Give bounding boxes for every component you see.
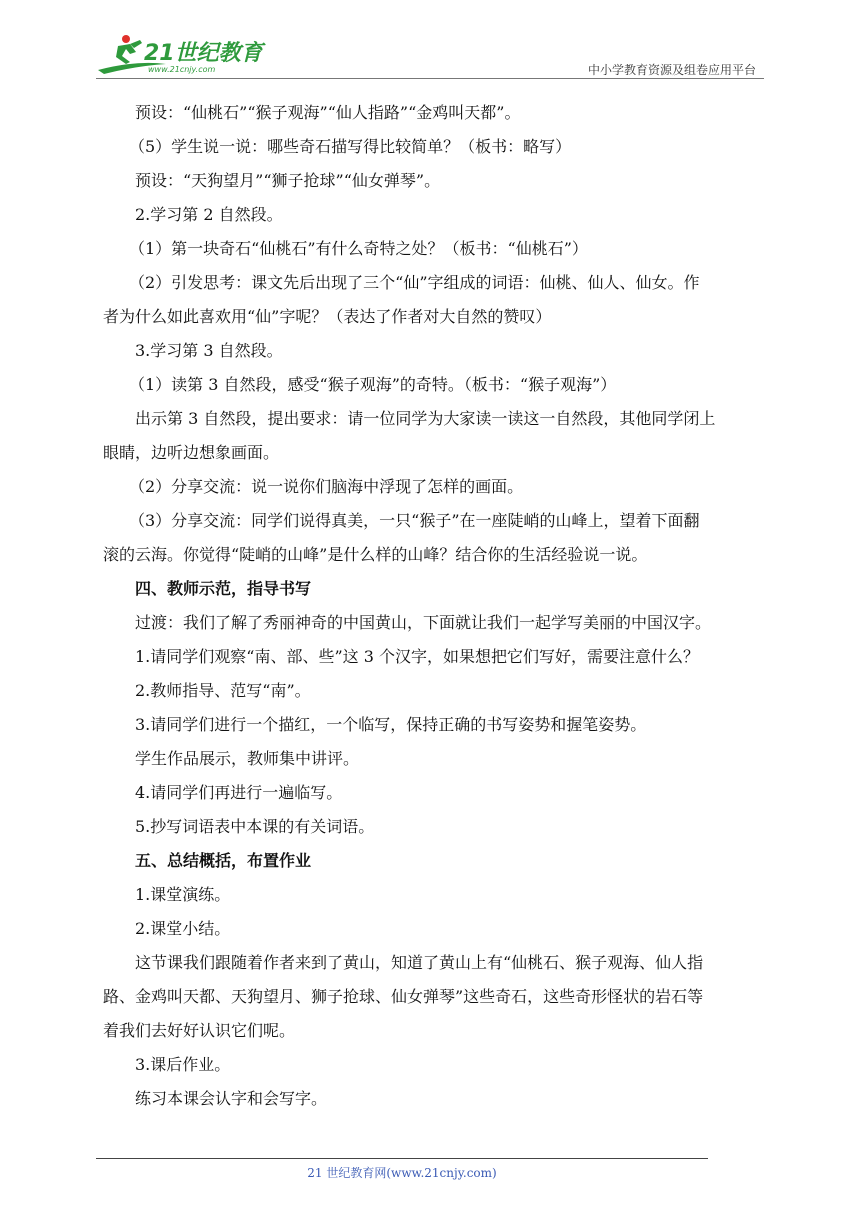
paragraph-line: 3.学习第 3 自然段。: [135, 341, 283, 360]
svg-text:www.21cnjy.com: www.21cnjy.com: [148, 65, 216, 74]
logo-21cnjy: [96, 30, 266, 76]
paragraph-line: 学生作品展示，教师集中讲评。: [135, 749, 360, 768]
paragraph-line: 1.请同学们观察“南、部、些”这 3 个汉字，如果想把它们写好，需要注意什么？: [135, 647, 699, 666]
paragraph-line: 过渡：我们了解了秀丽神奇的中国黄山，下面就让我们一起学写美丽的中国汉字。: [135, 613, 712, 632]
document-body: [103, 96, 763, 1116]
paragraph-line: 5.抄写词语表中本课的有关词语。: [135, 817, 375, 836]
paragraph-line: （1）读第 3 自然段，感受“猴子观海”的奇特。（板书：“猴子观海”）: [129, 375, 617, 394]
paragraph-line: 预设：“仙桃石”“猴子观海”“仙人指路”“金鸡叫天都”。: [135, 103, 521, 122]
paragraph-line: （3）分享交流：同学们说得真美，一只“猴子”在一座陡峭的山峰上，望着下面翻: [129, 511, 700, 530]
paragraph-line: 2.课堂小结。: [135, 919, 231, 938]
paragraph-line: 着我们去好好认识它们呢。: [103, 1021, 296, 1040]
paragraph-line: 者为什么如此喜欢用“仙”字呢？（表达了作者对大自然的赞叹）: [103, 307, 552, 326]
section-heading: 五、总结概括，布置作业: [135, 851, 312, 870]
header-divider: [96, 78, 764, 79]
paragraph-line: 路、金鸡叫天都、天狗望月、狮子抢球、仙女弹琴”这些奇石，这些奇形怪状的岩石等: [103, 987, 704, 1006]
paragraph-line: （5）学生说一说：哪些奇石描写得比较简单？（板书：略写）: [129, 137, 572, 156]
section-heading: 四、教师示范，指导书写: [135, 579, 312, 598]
paragraph-line: 1.课堂演练。: [135, 885, 231, 904]
svg-text:21世纪教育: 21世纪教育: [144, 41, 263, 66]
paragraph-line: 4.请同学们再进行一遍临写。: [135, 783, 343, 802]
paragraph-line: （1）第一块奇石“仙桃石”有什么奇特之处？（板书：“仙桃石”）: [129, 239, 588, 258]
paragraph-line: 2.教师指导、范写“南”。: [135, 681, 311, 700]
paragraph-line: （2）引发思考：课文先后出现了三个“仙”字组成的词语：仙桃、仙人、仙女。作: [129, 273, 700, 292]
page-header: [96, 30, 764, 80]
footer-divider: [96, 1158, 708, 1159]
paragraph-line: 出示第 3 自然段，提出要求：请一位同学为大家读一读这一自然段，其他同学闭上: [135, 409, 716, 428]
footer-link[interactable]: 21 世纪教育网(www.21cnjy.com): [307, 1166, 497, 1180]
paragraph-line: 3.课后作业。: [135, 1055, 231, 1074]
paragraph-line: （2）分享交流：说一说你们脑海中浮现了怎样的画面。: [129, 477, 524, 496]
platform-title: 中小学教育资源及组卷应用平台: [587, 63, 756, 77]
paragraph-line: 练习本课会认字和会写字。: [135, 1089, 328, 1108]
paragraph-line: 眼睛，边听边想象画面。: [103, 443, 280, 462]
paragraph-line: 3.请同学们进行一个描红，一个临写，保持正确的书写姿势和握笔姿势。: [135, 715, 647, 734]
paragraph-line: 2.学习第 2 自然段。: [135, 205, 283, 224]
paragraph-line: 预设：“天狗望月”“狮子抢球”“仙女弹琴”。: [135, 171, 441, 190]
paragraph-line: 这节课我们跟随着作者来到了黄山，知道了黄山上有“仙桃石、猴子观海、仙人指: [135, 953, 704, 972]
paragraph-line: 滚的云海。你觉得“陡峭的山峰”是什么样的山峰？结合你的生活经验说一说。: [103, 545, 648, 564]
